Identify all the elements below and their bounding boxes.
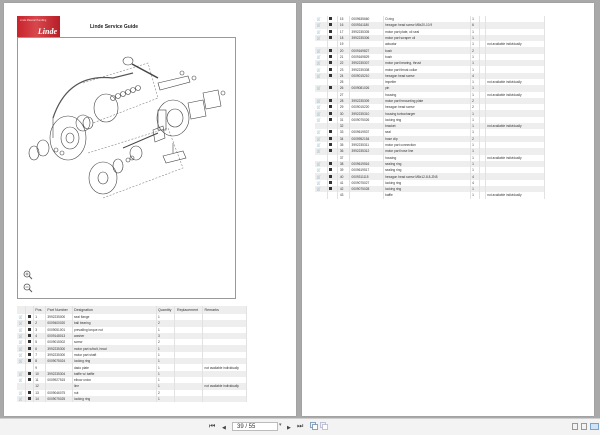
designation-cell: housing turbocharger — [383, 110, 470, 116]
pos-cell: 41 — [338, 180, 350, 186]
table-header-row — [17, 306, 247, 314]
two-page-view-button[interactable] — [590, 423, 599, 430]
pos-cell: 33 — [338, 129, 350, 135]
quantity-cell: 1 — [470, 41, 479, 47]
page-layout-icon[interactable] — [320, 422, 328, 433]
pos-cell: 6 — [33, 345, 45, 351]
designation-cell: motor part w/bolt, head — [72, 345, 156, 351]
part-number-cell: 0009619516 — [350, 161, 384, 167]
designation-cell: locking ring — [72, 396, 156, 402]
part-number-cell: 0009081026 — [350, 85, 384, 91]
pos-cell: 28 — [338, 98, 350, 104]
part-number-cell: 0009169829 — [350, 54, 384, 60]
part-number-cell: 3992235000 — [45, 314, 72, 320]
quantity-cell: 2 — [470, 136, 479, 142]
part-number-cell: 0009075024 — [45, 358, 72, 364]
part-number-cell: 3992235300 — [45, 345, 72, 351]
col-replacement: Replacement — [175, 306, 203, 314]
cart-icon — [315, 192, 327, 198]
last-page-button[interactable]: ⏭ — [297, 423, 304, 430]
quantity-cell: 1 — [156, 383, 175, 389]
pos-cell: 39 — [338, 167, 350, 173]
quantity-cell: 1 — [470, 79, 479, 85]
remarks-cell: not available individually — [203, 364, 247, 370]
cart-icon[interactable]: 🛒 — [315, 167, 327, 173]
page-right — [302, 3, 594, 416]
pos-cell: 8 — [33, 358, 45, 364]
quantity-cell: 1 — [470, 110, 479, 116]
part-number-cell: 3992235304 — [45, 371, 72, 377]
pos-cell: 2 — [33, 320, 45, 326]
cart-icon[interactable]: 🛒 — [17, 314, 26, 320]
single-page-view-button[interactable] — [572, 423, 578, 430]
part-number-cell: 0009635660 — [350, 16, 384, 22]
designation-cell: locking ring — [383, 186, 470, 192]
col-info — [26, 306, 34, 314]
cart-icon[interactable]: 🛒 — [17, 327, 26, 333]
cart-icon[interactable]: 🛒 — [315, 148, 327, 154]
part-number-cell: 0009015220 — [350, 104, 384, 110]
designation-cell: hexagon head screw — [383, 104, 470, 110]
part-number-cell: 0009952154 — [350, 136, 384, 142]
quantity-cell: 1 — [470, 123, 479, 129]
cart-icon[interactable]: 🛒 — [17, 371, 26, 377]
pos-cell: 26 — [338, 85, 350, 91]
pos-cell: 17 — [338, 29, 350, 35]
quantity-cell: 1 — [156, 371, 175, 377]
pos-cell: 34 — [338, 136, 350, 142]
quantity-cell: 1 — [156, 345, 175, 351]
logo-tagline: Linde Material Handling — [20, 19, 47, 22]
designation-cell: bush — [383, 47, 470, 53]
cart-icon[interactable]: 🛒 — [17, 377, 26, 383]
cart-icon[interactable]: 🛒 — [17, 333, 26, 339]
cart-icon[interactable]: 🛒 — [315, 186, 327, 192]
remarks-cell: not available individually — [203, 383, 247, 389]
quantity-cell: 1 — [470, 167, 479, 173]
col-remarks: Remarks — [203, 306, 247, 314]
zoom-out-icon[interactable] — [23, 283, 33, 293]
pos-cell: 12 — [33, 383, 45, 389]
part-number-cell: 3992235310 — [350, 110, 384, 116]
quantity-cell: 2 — [470, 98, 479, 104]
cart-icon[interactable]: 🛒 — [17, 320, 26, 326]
previous-page-button[interactable]: ◀ — [222, 425, 226, 431]
pos-cell: 42 — [338, 186, 350, 192]
part-number-cell: 0009075027 — [350, 180, 384, 186]
quantity-cell: 1 — [470, 66, 479, 72]
part-number-cell: 3992235306 — [350, 35, 384, 41]
quantity-cell: 1 — [470, 148, 479, 154]
cart-icon[interactable]: 🛒 — [315, 180, 327, 186]
designation-cell: motor part plate, oil seal — [383, 29, 470, 35]
part-number-cell: 0009075026 — [350, 117, 384, 123]
remarks-cell: not available individually — [485, 155, 544, 161]
pos-cell: 13 — [33, 390, 45, 396]
copy-page-icon[interactable] — [310, 422, 318, 433]
designation-cell: hexagon head screw M8x12-8.8-ZN5 — [383, 173, 470, 179]
designation-cell: baffle — [383, 192, 470, 198]
cart-icon[interactable]: 🛒 — [315, 85, 327, 91]
quantity-cell: 1 — [156, 352, 175, 358]
pos-cell: 43 — [338, 192, 350, 198]
designation-cell: locking ring — [383, 180, 470, 186]
linde-logo — [17, 16, 60, 38]
quantity-cell: 1 — [470, 35, 479, 41]
designation-cell: pin — [383, 85, 470, 91]
cart-icon[interactable]: 🛒 — [315, 66, 327, 72]
quantity-cell: 4 — [470, 180, 479, 186]
cart-icon[interactable]: 🛒 — [315, 110, 327, 116]
col-designation: Designation — [72, 306, 156, 314]
quantity-cell: 1 — [156, 358, 175, 364]
exploded-parts-diagram — [17, 37, 236, 299]
pos-cell: 40 — [338, 173, 350, 179]
designation-cell: prevailing torque nut — [72, 327, 156, 333]
cart-icon[interactable]: 🛒 — [17, 352, 26, 358]
cart-icon[interactable]: 🛒 — [315, 54, 327, 60]
pos-cell: 4 — [33, 333, 45, 339]
designation-cell: hexagon head screw M8x20-10.9 — [383, 22, 470, 28]
part-number-cell: 3992235311 — [350, 142, 384, 148]
remarks-cell: not available individually — [485, 79, 544, 85]
designation-cell: motor part bearing, thrust — [383, 60, 470, 66]
part-number-cell: 0009075028 — [350, 186, 384, 192]
designation-cell: motor part shaft — [72, 352, 156, 358]
designation-cell: motor part hmounting plate — [383, 98, 470, 104]
part-number-cell — [350, 192, 384, 198]
col-pos: Pos. — [33, 306, 45, 314]
quantity-cell: 1 — [156, 377, 175, 383]
pos-cell: 23 — [338, 66, 350, 72]
quantity-cell: 1 — [470, 85, 479, 91]
quantity-cell: 1 — [470, 117, 479, 123]
info-icon[interactable] — [26, 396, 34, 402]
cart-icon[interactable]: 🛒 — [17, 339, 26, 345]
first-page-button[interactable]: ⏮ — [209, 423, 216, 430]
replacement-cell — [175, 396, 203, 402]
cart-icon[interactable]: 🛒 — [315, 117, 327, 123]
part-number-cell: 0009400020 — [45, 320, 72, 326]
cart-icon[interactable]: 🛒 — [315, 16, 327, 22]
part-number-cell: 3992235312 — [350, 148, 384, 154]
info-icon — [327, 192, 338, 198]
quantity-cell: 4 — [470, 73, 479, 79]
quantity-cell: 1 — [470, 60, 479, 66]
cart-icon[interactable]: 🛒 — [17, 358, 26, 364]
designation-cell: O-ring — [383, 16, 470, 22]
cart-icon[interactable]: 🛒 — [315, 104, 327, 110]
designation-cell: ball bearing — [72, 320, 156, 326]
pos-cell: 27 — [338, 92, 350, 98]
pos-cell: 19 — [338, 41, 350, 47]
table-row — [17, 396, 247, 402]
designation-cell: locking ring — [383, 117, 470, 123]
cart-icon[interactable]: 🛒 — [315, 35, 327, 41]
quantity-cell: 1 — [470, 192, 479, 198]
designation-cell: housing — [383, 92, 470, 98]
pos-cell: 1 — [33, 314, 45, 320]
cart-icon[interactable]: 🛒 — [315, 129, 327, 135]
pos-cell: 11 — [33, 377, 45, 383]
quantity-cell: 6 — [470, 22, 479, 28]
pos-cell: 9 — [33, 364, 45, 370]
quantity-cell: 3 — [156, 333, 175, 339]
designation-cell: motor part scraper oil — [383, 35, 470, 41]
designation-cell: line — [72, 383, 156, 389]
part-number-cell: 3992235308 — [350, 66, 384, 72]
part-number-cell: 0009311115 — [350, 173, 384, 179]
designation-cell: actuator — [383, 41, 470, 47]
pos-cell: 14 — [33, 396, 45, 402]
cart-icon[interactable]: 🛒 — [17, 396, 26, 402]
designation-cell: bracket — [383, 123, 470, 129]
designation-cell: screw — [72, 339, 156, 345]
page-number-input[interactable]: 39 / 55 — [232, 422, 278, 431]
col-quantity: Quantity — [156, 306, 175, 314]
designation-cell: washer — [72, 333, 156, 339]
designation-cell: motor part hose line — [383, 148, 470, 154]
quantity-cell: 1 — [156, 364, 175, 370]
cart-icon[interactable]: 🛒 — [315, 98, 327, 104]
cart-icon[interactable]: 🛒 — [315, 173, 327, 179]
quantity-cell: 4 — [470, 173, 479, 179]
parts-table-right — [315, 16, 545, 199]
quantity-cell: 2 — [156, 390, 175, 396]
pos-cell: 21 — [338, 54, 350, 60]
quantity-cell: 2 — [156, 320, 175, 326]
part-number-cell: 3992235300 — [45, 352, 72, 358]
part-number-cell: 0009015210 — [350, 73, 384, 79]
cart-icon[interactable]: 🛒 — [315, 161, 327, 167]
designation-cell: locking ring — [72, 358, 156, 364]
cart-icon[interactable]: 🛒 — [315, 73, 327, 79]
quantity-cell: 1 — [156, 314, 175, 320]
designation-cell: dado plate — [72, 364, 156, 370]
remarks-cell: not available individually — [485, 92, 544, 98]
part-number-cell: 0009015002 — [45, 339, 72, 345]
parts-table-left — [17, 306, 247, 402]
designation-cell: elbow union — [72, 377, 156, 383]
remarks-cell: not available individually — [485, 123, 544, 129]
pos-cell: 15 — [338, 16, 350, 22]
pos-cell: 25 — [338, 79, 350, 85]
table-row — [315, 192, 545, 198]
part-number-cell: 3992235309 — [350, 98, 384, 104]
part-number-cell: 0009619517 — [350, 167, 384, 173]
next-page-button[interactable]: ▶ — [287, 425, 291, 431]
page-left — [4, 3, 296, 416]
designation-cell: nut — [72, 390, 156, 396]
page-navigation-toolbar — [0, 418, 600, 435]
remarks-cell: not available individually — [485, 192, 544, 198]
pos-cell: 37 — [338, 155, 350, 161]
pos-cell: 38 — [338, 161, 350, 167]
part-number-cell: 0009148013 — [45, 333, 72, 339]
part-number-cell: 3992235305 — [350, 29, 384, 35]
part-number-cell: 0009169827 — [350, 47, 384, 53]
part-number-cell: 0009046075 — [45, 390, 72, 396]
continuous-view-button[interactable] — [581, 423, 587, 430]
cart-icon[interactable]: 🛒 — [315, 47, 327, 53]
zoom-in-icon[interactable] — [23, 270, 33, 280]
pos-cell: 3 — [33, 327, 45, 333]
col-part-number: Part Number — [45, 306, 72, 314]
quantity-cell: 1 — [470, 186, 479, 192]
part-number-cell: 0009619537 — [350, 129, 384, 135]
document-title: Linde Service Guide — [90, 24, 139, 30]
pos-cell: 10 — [33, 371, 45, 377]
quantity-cell: 1 — [470, 129, 479, 135]
designation-cell: baffle w/ baffle — [72, 371, 156, 377]
quantity-cell: 1 — [470, 16, 479, 22]
quantity-cell: 1 — [470, 142, 479, 148]
cart-icon[interactable]: 🛒 — [315, 136, 327, 142]
designation-cell: motor part thrust collar — [383, 66, 470, 72]
page-dropdown-arrow-icon[interactable]: ▾ — [279, 422, 282, 428]
quantity-cell: 1 — [470, 29, 479, 35]
quantity-cell: 1 — [156, 396, 175, 402]
pos-cell: 16 — [338, 22, 350, 28]
part-number-cell: 3992235307 — [350, 60, 384, 66]
quantity-cell: 1 — [470, 161, 479, 167]
designation-cell: housing — [383, 155, 470, 161]
designation-cell: impeller — [383, 79, 470, 85]
pos-cell: 5 — [33, 339, 45, 345]
remarks-cell: not available individually — [485, 41, 544, 47]
col-cart — [17, 306, 26, 314]
designation-cell: sealing ring — [383, 161, 470, 167]
pos-cell: 36 — [338, 148, 350, 154]
pos-cell: 29 — [338, 104, 350, 110]
pos-cell: 20 — [338, 47, 350, 53]
designation-cell: seal flange — [72, 314, 156, 320]
designation-cell: sealing ring — [383, 167, 470, 173]
part-number-cell: 0009051001 — [45, 327, 72, 333]
pos-cell: 31 — [338, 117, 350, 123]
part-number-cell: 0009341180 — [350, 22, 384, 28]
designation-cell: seal — [383, 129, 470, 135]
part-number-cell: 0009075025 — [45, 396, 72, 402]
quantity-cell: 2 — [470, 104, 479, 110]
cart-icon[interactable]: 🛒 — [315, 22, 327, 28]
cart-icon[interactable]: 🛒 — [315, 142, 327, 148]
quantity-cell: 1 — [470, 92, 479, 98]
pos-cell: 18 — [338, 35, 350, 41]
designation-cell: hose clip — [383, 136, 470, 142]
turbocharger-exploded-view — [18, 38, 235, 298]
designation-cell: bush — [383, 54, 470, 60]
quantity-cell: 1 — [470, 54, 479, 60]
quantity-cell: 2 — [470, 47, 479, 53]
quantity-cell: 2 — [156, 339, 175, 345]
remarks-cell — [203, 396, 247, 402]
logo-brand: Linde — [37, 27, 57, 36]
pos-cell: 22 — [338, 60, 350, 66]
quantity-cell: 1 — [470, 155, 479, 161]
cart-icon[interactable]: 🛒 — [17, 345, 26, 351]
pos-cell: 24 — [338, 73, 350, 79]
cart-icon[interactable]: 🛒 — [315, 29, 327, 35]
pos-cell: 30 — [338, 110, 350, 116]
designation-cell: motor part connection — [383, 142, 470, 148]
pos-cell: 35 — [338, 142, 350, 148]
quantity-cell: 1 — [156, 327, 175, 333]
designation-cell: hexagon head screw — [383, 73, 470, 79]
part-number-cell: 0009927515 — [45, 377, 72, 383]
cart-icon[interactable]: 🛒 — [315, 60, 327, 66]
pos-cell: 32 — [338, 123, 350, 129]
pos-cell: 7 — [33, 352, 45, 358]
cart-icon[interactable]: 🛒 — [17, 390, 26, 396]
